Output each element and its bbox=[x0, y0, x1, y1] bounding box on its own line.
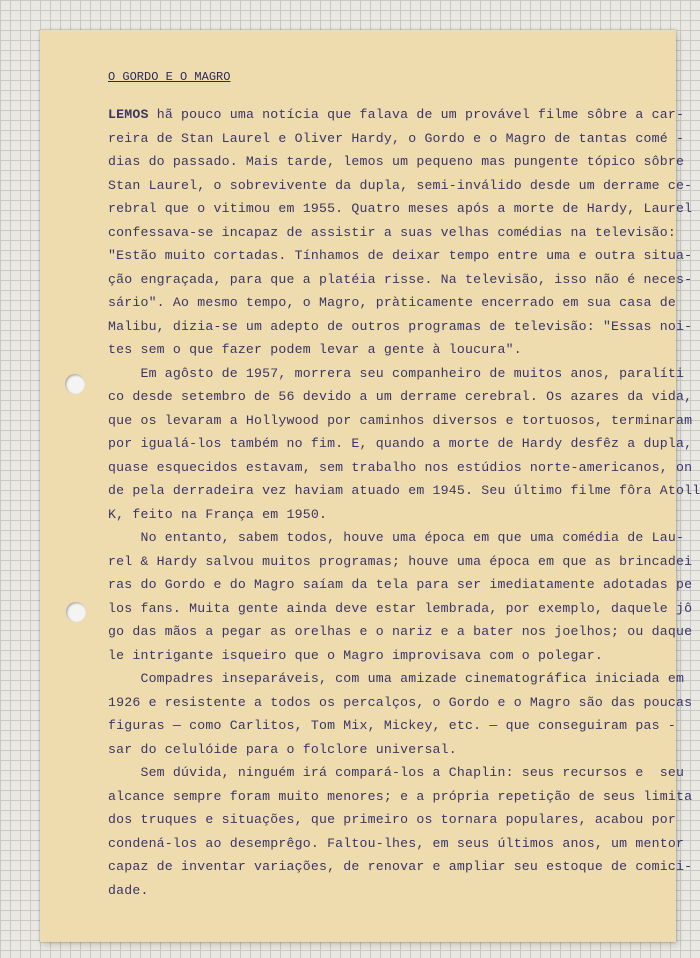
lead-word: LEMOS bbox=[108, 107, 149, 122]
typewritten-page bbox=[40, 30, 700, 942]
text-line: tes sem o que fazer podem levar a gente à loucura". bbox=[108, 342, 522, 357]
text-line: go das mãos a pegar as orelhas e o nariz e a bater nos joelhos; ou daque bbox=[108, 624, 693, 639]
text-line: dias do passado. Mais tarde, lemos um pequeno mas pungente tópico sôbre bbox=[108, 154, 685, 169]
text-line: capaz de inventar variações, de renovar e ampliar seu estoque de comici- bbox=[108, 859, 693, 874]
text-line: ras do Gordo e do Magro saíam da tela para ser imediatamente adotadas pe bbox=[108, 577, 693, 592]
text-line: LEMOS hã pouco uma notícia que falava de um provável filme sôbre a car- bbox=[108, 107, 685, 122]
text-line: quase esquecidos estavam, sem trabalho nos estúdios norte-americanos, on bbox=[108, 459, 693, 475]
text-line: los fans. Muita gente ainda deve estar lembrada, por exemplo, daquele jô bbox=[108, 600, 693, 616]
text-line: Em agôsto de 1957, morrera seu companheiro de muitos anos, paralíti bbox=[108, 365, 685, 381]
text-line: de pela derradeira vez haviam atuado em 1945. Seu último filme fôra Atoll bbox=[108, 483, 700, 498]
binder-hole-bottom bbox=[66, 602, 86, 622]
text-line: Malibu, dizia-se um adepto de outros programas de televisão: "Essas noi- bbox=[108, 318, 693, 334]
article-body bbox=[108, 103, 700, 902]
text-line: confessava-se incapaz de assistir a suas velhas comédias na televisão: bbox=[108, 224, 676, 240]
text-line: K, feito na França em 1950. bbox=[108, 506, 328, 522]
article-title: O GORDO E O MAGRO bbox=[108, 70, 231, 84]
text-line: sário". Ao mesmo tempo, o Magro, pràticamente encerrado em sua casa de bbox=[108, 295, 676, 310]
text-line: Sem dúvida, ninguém irá compará-los a Chaplin: seus recursos e seu bbox=[108, 765, 685, 780]
text-line: por igualá-los também no fim. E, quando a morte de Hardy desfêz a dupla, bbox=[108, 436, 693, 451]
text-line: reira de Stan Laurel e Oliver Hardy, o Gordo e o Magro de tantas comé - bbox=[108, 130, 685, 146]
text-line: alcance sempre foram muito menores; e a própria repetição de seus limita bbox=[108, 788, 693, 804]
text-line: co desde setembro de 56 devido a um derrame cerebral. Os azares da vida, bbox=[108, 389, 693, 404]
text-line: dos truques e situações, que primeiro os tornara populares, acabou por bbox=[108, 812, 676, 827]
text-line: dade. bbox=[108, 882, 149, 898]
text-line: rel & Hardy salvou muitos programas; houve uma época em que as brincadei bbox=[108, 553, 693, 569]
text-line: que os levaram a Hollywood por caminhos diversos e tortuosos, terminaram bbox=[108, 412, 693, 428]
text-line: rebral que o vitimou em 1955. Quatro meses após a morte de Hardy, Laurel bbox=[108, 201, 693, 216]
text-line: Compadres inseparáveis, com uma amizade cinematográfica iniciada em bbox=[108, 671, 685, 686]
text-line: 1926 e resistente a todos os percalços, o Gordo e o Magro são das poucas bbox=[108, 694, 693, 710]
text-line: ção engraçada, para que a platéia risse. Na televisão, isso não é neces- bbox=[108, 271, 693, 287]
text-line: Stan Laurel, o sobrevivente da dupla, semi-inválido desde um derrame ce- bbox=[108, 177, 693, 193]
text-line: figuras — como Carlitos, Tom Mix, Mickey, etc. — que conseguiram pas - bbox=[108, 718, 676, 733]
text-line: "Estão muito cortadas. Tínhamos de deixar tempo entre uma e outra situa- bbox=[108, 248, 693, 263]
binder-hole-top bbox=[65, 374, 85, 394]
text-line: le intrigante isqueiro que o Magro improvisava com o polegar. bbox=[108, 647, 603, 663]
text-line: condená-los ao desemprêgo. Faltou-lhes, em seus últimos anos, um mentor bbox=[108, 835, 685, 851]
text-line: sar do celulóide para o folclore universal. bbox=[108, 741, 457, 757]
text-line: No entanto, sabem todos, houve uma época em que uma comédia de Lau- bbox=[108, 530, 685, 545]
